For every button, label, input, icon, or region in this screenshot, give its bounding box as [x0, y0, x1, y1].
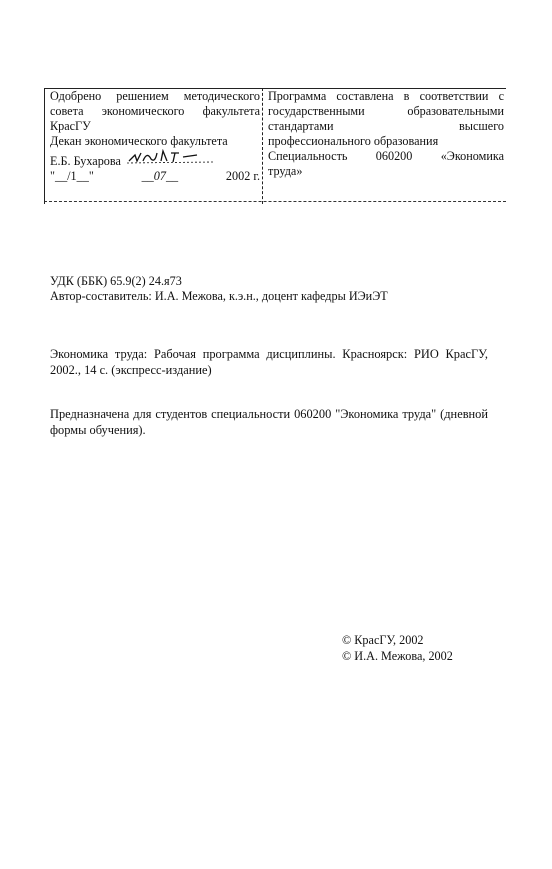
specialty-line: Специальность 060200 «Экономика: [268, 149, 504, 163]
copyright-line-1: © КрасГУ, 2002: [342, 633, 424, 647]
approval-line-2: совета экономического факультета: [50, 104, 260, 118]
date-year: 2002 г.: [225, 169, 260, 183]
compliance-line-3: стандартами высшего: [268, 119, 504, 133]
udk-code: УДК (ББК) 65.9(2) 24.я73: [50, 274, 182, 288]
compliance-line-2: государственными образовательными: [268, 104, 504, 118]
approval-line-3: КрасГУ: [50, 119, 91, 133]
specialty-line-2: труда»: [268, 164, 303, 178]
date-day: "__/1__": [50, 169, 94, 183]
dean-name: Е.Б. Бухарова: [50, 154, 121, 168]
date-month: __07__: [141, 169, 179, 183]
purpose-statement: Предназначена для студентов специальности 060200 "Экономика труда" (дневной формы обучения).: [50, 407, 488, 437]
udk-block: [50, 274, 388, 304]
approval-date-line: [50, 169, 260, 184]
copyright-line-2: © И.А. Межова, 2002: [342, 649, 453, 663]
header-left-border: [44, 88, 45, 204]
header-divider: [262, 88, 263, 204]
copyright-block: [342, 632, 453, 664]
handwritten-signature: [127, 149, 217, 165]
dean-title: Декан экономического факультета: [50, 134, 228, 148]
approval-block: [50, 89, 260, 184]
bibliographic-description: Экономика труда: Рабочая программа дисциплины. Красноярск: РИО КрасГУ, 2002., 14 с. (экспресс-издание): [50, 347, 488, 377]
approval-line-1: Одобрено решением методического: [50, 89, 260, 103]
program-compliance-block: [268, 89, 504, 179]
compliance-line-1: Программа составлена в соответствии с: [268, 89, 504, 103]
author-line: Автор-составитель: И.А. Межова, к.э.н., доцент кафедры ИЭиЭТ: [50, 289, 388, 303]
compliance-line-4: профессионального образования: [268, 134, 439, 148]
dean-signature-line: [50, 149, 260, 169]
